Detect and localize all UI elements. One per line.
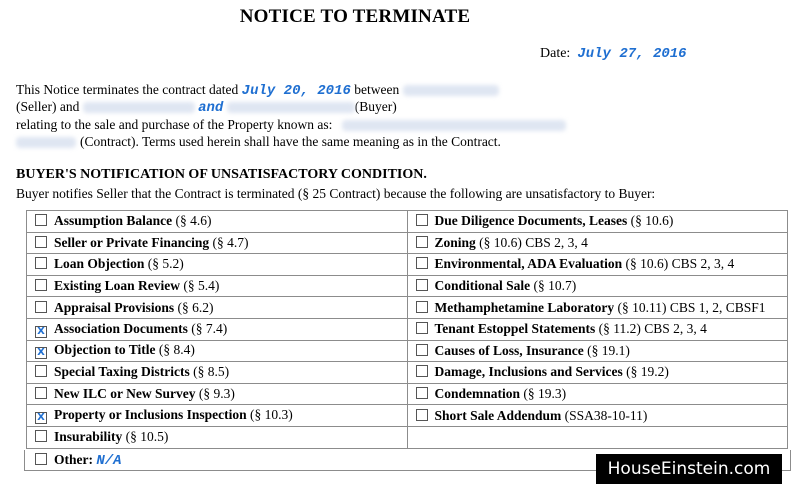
date-label: Date:: [540, 46, 571, 61]
condition-checkbox[interactable]: [35, 430, 47, 442]
condition-checkbox[interactable]: [35, 257, 47, 269]
condition-label: Special Taxing Districts: [54, 364, 190, 380]
condition-checkbox[interactable]: [35, 301, 47, 313]
contract-date-field[interactable]: July 20, 2016: [241, 83, 351, 99]
condition-checkbox[interactable]: [416, 301, 428, 313]
condition-cell: [27, 232, 408, 254]
condition-cell: [27, 254, 408, 276]
condition-cell: [27, 405, 408, 427]
condition-cell: [407, 383, 788, 405]
condition-checkbox[interactable]: [416, 236, 428, 248]
condition-label: Tenant Estoppel Statements: [434, 321, 596, 337]
intro-text: This Notice terminates the contract dated: [16, 82, 239, 97]
condition-section-ref: (§ 19.2): [626, 364, 669, 380]
condition-cell: [27, 211, 408, 233]
condition-section-ref: (§ 10.6) CBS 2, 3, 4: [625, 256, 735, 272]
date-value[interactable]: July 27, 2016: [577, 46, 687, 62]
condition-label: Insurability: [54, 429, 123, 445]
condition-cell: [27, 275, 408, 297]
condition-cell: [27, 426, 408, 448]
condition-checkbox[interactable]: [416, 257, 428, 269]
table-row: [27, 318, 788, 340]
condition-label: Zoning: [434, 234, 476, 250]
condition-cell: [407, 426, 788, 448]
condition-label: Appraisal Provisions: [54, 299, 175, 315]
table-row: [27, 211, 788, 233]
condition-section-ref: (§ 5.4): [183, 278, 220, 294]
condition-section-ref: (§ 10.7): [533, 278, 577, 294]
condition-section-ref: (§ 9.3): [198, 386, 235, 402]
condition-label: Assumption Balance: [54, 213, 173, 229]
condition-cell: [407, 340, 788, 362]
watermark-logo: HouseEinstein.com: [596, 454, 782, 484]
condition-section-ref: (§ 19.3): [523, 386, 567, 402]
condition-checkbox[interactable]: [416, 322, 428, 334]
condition-label: Condemnation: [434, 386, 521, 402]
intro-text: (Contract). Terms used herein shall have the same meaning as in the Contract.: [80, 134, 501, 149]
condition-label: Methamphetamine Laboratory: [434, 299, 615, 315]
condition-section-ref: (§ 4.7): [212, 234, 249, 250]
table-row: [27, 426, 788, 448]
condition-cell: [27, 362, 408, 384]
condition-checkbox[interactable]: [35, 365, 47, 377]
condition-checkbox[interactable]: [416, 214, 428, 226]
condition-label: Due Diligence Documents, Leases: [434, 213, 628, 229]
condition-label: Damage, Inclusions and Services: [434, 364, 623, 380]
condition-label: Seller or Private Financing: [54, 234, 210, 250]
table-row: [27, 254, 788, 276]
condition-label: Causes of Loss, Insurance: [434, 342, 584, 358]
other-checkbox[interactable]: [35, 453, 47, 465]
condition-cell: [407, 211, 788, 233]
intro-text: relating to the sale and purchase of the Property known as:: [16, 117, 333, 132]
intro-text: between: [354, 82, 400, 97]
table-row: [27, 297, 788, 319]
table-row: [27, 383, 788, 405]
condition-label: Conditional Sale: [434, 278, 531, 294]
condition-label: Objection to Title: [54, 342, 156, 358]
condition-checkbox[interactable]: [35, 387, 47, 399]
intro-line-2: [16, 98, 397, 118]
condition-cell: [407, 405, 788, 427]
condition-label: Existing Loan Review: [54, 278, 181, 294]
seller-name-redacted: [403, 85, 499, 96]
condition-section-ref: (§ 8.5): [193, 364, 230, 380]
conditions-table: [26, 210, 788, 449]
table-row: [27, 405, 788, 427]
condition-section-ref: (§ 11.2) CBS 2, 3, 4: [598, 321, 707, 337]
table-row: [27, 340, 788, 362]
buyer-name-redacted-2: [227, 102, 355, 113]
condition-checkbox[interactable]: [35, 214, 47, 226]
section-heading: BUYER'S NOTIFICATION OF UNSATISFACTORY CONDITION.: [16, 167, 427, 182]
condition-cell: [407, 254, 788, 276]
condition-checkbox[interactable]: [416, 344, 428, 356]
table-row: [27, 362, 788, 384]
condition-checkbox[interactable]: [35, 236, 47, 248]
condition-checkbox[interactable]: X: [35, 412, 47, 424]
condition-cell: [27, 297, 408, 319]
condition-section-ref: (SSA38-10-11): [564, 407, 648, 423]
section-subtitle: Buyer notifies Seller that the Contract is terminated (§ 25 Contract) because the following are unsatisfactory to Buyer:: [16, 186, 656, 201]
other-label: Other:: [54, 452, 93, 467]
condition-label: Short Sale Addendum: [434, 407, 562, 423]
intro-line-4: [16, 133, 501, 151]
condition-cell: [27, 318, 408, 340]
property-address-redacted: [342, 120, 566, 131]
table-row: [27, 275, 788, 297]
condition-label: Loan Objection: [54, 256, 145, 272]
condition-section-ref: (§ 10.6): [630, 213, 674, 229]
condition-checkbox[interactable]: [416, 409, 428, 421]
condition-section-ref: (§ 5.2): [147, 256, 184, 272]
condition-cell: [27, 340, 408, 362]
condition-cell: [407, 362, 788, 384]
condition-section-ref: (§ 6.2): [177, 299, 214, 315]
condition-cell: [407, 232, 788, 254]
condition-cell: [407, 318, 788, 340]
intro-text: (Seller) and: [16, 99, 80, 114]
condition-label: Environmental, ADA Evaluation: [434, 256, 623, 272]
intro-line-3: [16, 116, 566, 134]
condition-section-ref: (§ 4.6): [175, 213, 212, 229]
buyer-name-redacted: [83, 102, 195, 113]
condition-section-ref: (§ 19.1): [587, 342, 630, 358]
condition-section-ref: (§ 10.3): [250, 407, 293, 423]
condition-checkbox[interactable]: [416, 279, 428, 291]
condition-section-ref: (§ 7.4): [191, 320, 228, 336]
condition-checkbox[interactable]: [416, 365, 428, 377]
condition-cell: [27, 383, 408, 405]
other-value[interactable]: N/A: [96, 453, 122, 469]
condition-cell: [407, 275, 788, 297]
condition-checkbox[interactable]: [416, 387, 428, 399]
intro-text: (Buyer): [354, 99, 397, 114]
condition-cell: [407, 297, 788, 319]
condition-label: Association Documents: [54, 320, 188, 336]
buyer-and-word: and: [198, 100, 224, 116]
condition-checkbox[interactable]: X: [35, 326, 47, 338]
condition-label: Property or Inclusions Inspection: [54, 407, 247, 423]
property-address-redacted-2: [16, 137, 76, 148]
condition-checkbox[interactable]: X: [35, 347, 47, 359]
condition-label: New ILC or New Survey: [54, 386, 196, 402]
condition-section-ref: (§ 10.6) CBS 2, 3, 4: [479, 234, 588, 250]
date-row: [540, 46, 687, 62]
condition-section-ref: (§ 10.11) CBS 1, 2, CBSF1: [617, 299, 766, 315]
condition-section-ref: (§ 10.5): [125, 429, 169, 445]
table-row: [27, 232, 788, 254]
condition-section-ref: (§ 8.4): [158, 342, 195, 358]
condition-checkbox[interactable]: [35, 279, 47, 291]
page-title: NOTICE TO TERMINATE: [239, 6, 471, 27]
